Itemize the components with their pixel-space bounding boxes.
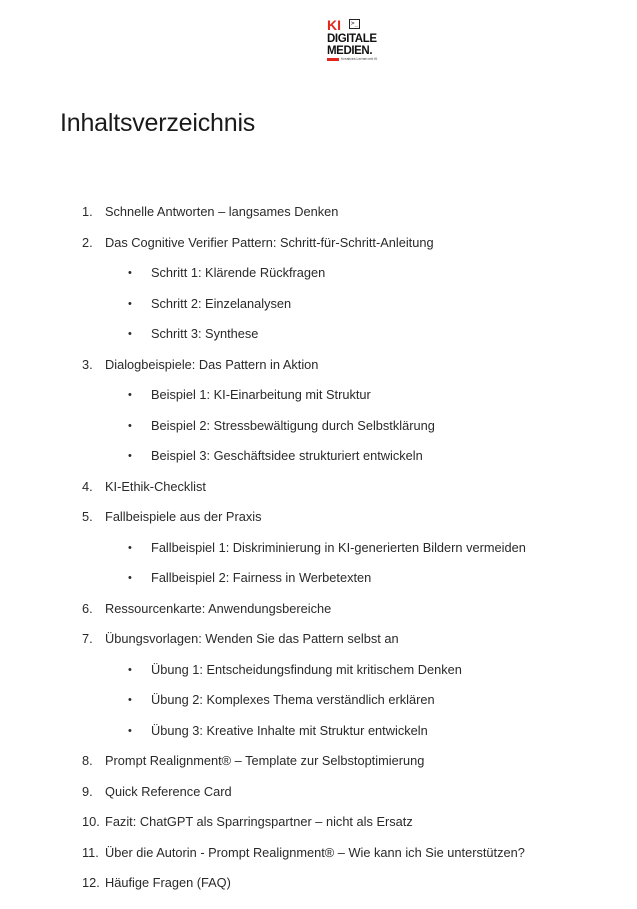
toc-entry[interactable] bbox=[0, 629, 637, 660]
toc-entry-number: 1. bbox=[82, 204, 93, 219]
toc-entry[interactable] bbox=[0, 812, 637, 843]
table-of-contents bbox=[0, 202, 637, 904]
logo-accent-bar bbox=[327, 58, 339, 61]
toc-entry-number: 11. bbox=[82, 844, 99, 860]
toc-entry-label: Häufige Fragen (FAQ) bbox=[105, 875, 231, 890]
toc-entry-label: Schnelle Antworten – langsames Denken bbox=[105, 204, 339, 219]
toc-entry-number: 5. bbox=[82, 509, 93, 524]
toc-entry-label: Fazit: ChatGPT als Sparringspartner – nicht als Ersatz bbox=[105, 814, 413, 829]
toc-entry[interactable] bbox=[0, 599, 637, 630]
toc-subentry[interactable] bbox=[0, 721, 637, 752]
bullet-icon: • bbox=[128, 541, 132, 554]
toc-entry-label: Quick Reference Card bbox=[105, 783, 232, 799]
toc-subentry-label: Beispiel 1: KI-Einarbeitung mit Struktur bbox=[151, 387, 371, 402]
toc-entry[interactable] bbox=[0, 782, 637, 813]
toc-entry[interactable] bbox=[0, 507, 637, 538]
toc-entry-number: 6. bbox=[82, 600, 93, 616]
logo-wordmark-line2: MEDIEN. bbox=[327, 45, 373, 57]
logo-wordmark-line1: DIGITALE bbox=[327, 33, 377, 45]
toc-subentry[interactable] bbox=[0, 690, 637, 721]
toc-subentry[interactable] bbox=[0, 385, 637, 416]
toc-entry[interactable] bbox=[0, 477, 637, 508]
toc-entry[interactable] bbox=[0, 202, 637, 233]
brand-logo bbox=[327, 18, 391, 64]
toc-subentry[interactable] bbox=[0, 446, 637, 477]
toc-entry-label: KI-Ethik-Checklist bbox=[105, 478, 206, 494]
toc-subentry[interactable] bbox=[0, 660, 637, 691]
toc-entry-label: Übungsvorlagen: Wenden Sie das Pattern selbst an bbox=[105, 631, 399, 646]
toc-entry[interactable] bbox=[0, 751, 637, 782]
toc-entry-number: 8. bbox=[82, 753, 93, 768]
bullet-icon: • bbox=[128, 572, 132, 584]
toc-subentry-label: Übung 1: Entscheidungsfindung mit kritischem Denken bbox=[151, 661, 462, 677]
toc-entry-label: Prompt Realignment® – Template zur Selbstoptimierung bbox=[105, 753, 425, 768]
logo-ki-mark: KI bbox=[327, 17, 341, 33]
toc-entry-number: 10. bbox=[82, 814, 100, 829]
toc-entry[interactable] bbox=[0, 843, 637, 874]
bullet-icon: • bbox=[128, 724, 132, 737]
toc-entry[interactable] bbox=[0, 233, 637, 264]
toc-subentry[interactable] bbox=[0, 416, 637, 447]
toc-subentry[interactable] bbox=[0, 568, 637, 599]
toc-entry-number: 2. bbox=[82, 234, 93, 250]
bullet-icon: • bbox=[128, 297, 132, 310]
bullet-icon: • bbox=[128, 450, 132, 462]
toc-subentry-label: Schritt 2: Einzelanalysen bbox=[151, 295, 292, 311]
toc-entry-number: 3. bbox=[82, 356, 93, 372]
toc-subentry[interactable] bbox=[0, 263, 637, 294]
page-title: Inhaltsverzeichnis bbox=[60, 109, 256, 137]
terminal-icon: >_ bbox=[351, 20, 359, 27]
toc-entry-label: Dialogbeispiele: Das Pattern in Aktion bbox=[105, 356, 319, 372]
toc-entry-label: Über die Autorin - Prompt Realignment® – Wie kann ich Sie unterstützen? bbox=[105, 844, 525, 860]
toc-subentry-label: Fallbeispiel 1: Diskriminierung in KI-generierten Bildern vermeiden bbox=[151, 539, 526, 555]
logo-tagline: Kreatives Lernen mit KI bbox=[341, 57, 378, 61]
toc-entry-number: 7. bbox=[82, 631, 93, 646]
toc-subentry-label: Übung 3: Kreative Inhalte mit Struktur entwickeln bbox=[151, 722, 428, 738]
toc-subentry[interactable] bbox=[0, 538, 637, 569]
toc-subentry-label: Schritt 1: Klärende Rückfragen bbox=[151, 265, 326, 280]
bullet-icon: • bbox=[128, 663, 132, 676]
toc-entry[interactable] bbox=[0, 355, 637, 386]
toc-subentry[interactable] bbox=[0, 294, 637, 325]
toc-entry-number: 12. bbox=[82, 875, 100, 890]
toc-subentry-label: Fallbeispiel 2: Fairness in Werbetexten bbox=[151, 570, 372, 585]
bullet-icon: • bbox=[128, 328, 132, 340]
toc-entry-number: 9. bbox=[82, 783, 93, 799]
toc-entry-number: 4. bbox=[82, 478, 93, 494]
toc-subentry-label: Schritt 3: Synthese bbox=[151, 326, 259, 341]
toc-subentry-label: Übung 2: Komplexes Thema verständlich erklären bbox=[151, 692, 435, 707]
toc-entry-label: Ressourcenkarte: Anwendungsbereiche bbox=[105, 600, 332, 616]
bullet-icon: • bbox=[128, 267, 132, 279]
bullet-icon: • bbox=[128, 419, 132, 432]
toc-subentry[interactable] bbox=[0, 324, 637, 355]
toc-subentry-label: Beispiel 3: Geschäftsidee strukturiert entwickeln bbox=[151, 448, 423, 463]
bullet-icon: • bbox=[128, 694, 132, 706]
toc-subentry-label: Beispiel 2: Stressbewältigung durch Selbstklärung bbox=[151, 417, 435, 433]
bullet-icon: • bbox=[128, 389, 132, 401]
toc-entry[interactable] bbox=[0, 873, 637, 904]
toc-entry-label: Fallbeispiele aus der Praxis bbox=[105, 509, 262, 524]
toc-entry-label: Das Cognitive Verifier Pattern: Schritt-für-Schritt-Anleitung bbox=[105, 234, 434, 250]
